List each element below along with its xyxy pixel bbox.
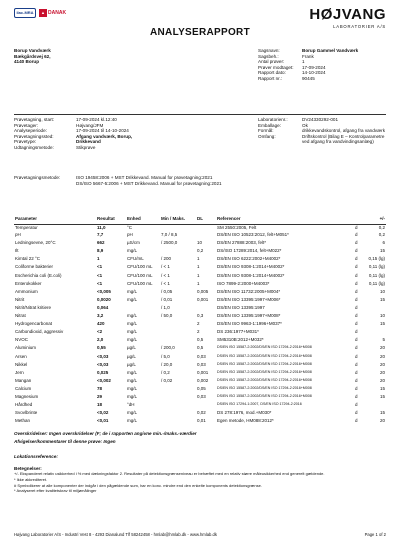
betegnelser-title: Betegnelser:: [14, 465, 42, 471]
table-cell: [126, 305, 160, 313]
table-row: [14, 354, 386, 362]
table-cell: Methan: [15, 418, 31, 424]
betegnelse-item: * Ikke akkrediteret.: [14, 476, 48, 482]
table-cell: 78: [97, 385, 103, 391]
table-cell: <1: [97, 280, 103, 286]
table-row: [14, 305, 386, 313]
betegnelse-item: * Analyseret efter kvalitetskrav til miljømålinger: [14, 488, 97, 494]
table-cell: 20: [379, 418, 385, 424]
table-cell: DS/EN ISO 6222:2002+M4002*: [217, 256, 281, 262]
table-cell: d: [355, 418, 358, 424]
table-cell: [160, 321, 196, 329]
table-row: [14, 256, 386, 264]
table-cell: 0,02: [197, 410, 206, 416]
table-cell: <1: [97, 264, 103, 270]
table-cell: 15: [379, 410, 385, 416]
table-cell: [160, 329, 196, 337]
table-header-row: [14, 216, 386, 224]
table-cell: 0,001: [197, 369, 209, 375]
col-header: Min / Maks.: [160, 216, 196, 224]
table-cell: 0,005: [197, 288, 209, 294]
table-cell: mg/L: [127, 248, 138, 254]
case-meta: [258, 48, 386, 81]
table-cell: 20: [379, 369, 385, 375]
table-cell: µg/L: [127, 361, 136, 367]
table-cell: Escherichia coli (E.coli): [15, 272, 62, 278]
table-cell: d: [355, 313, 358, 319]
table-cell: d: [355, 224, 358, 230]
table-cell: 3,2: [97, 313, 104, 319]
table-cell: Nikkel: [15, 361, 28, 367]
table-cell: Enterokokker: [15, 280, 42, 286]
table-cell: 1: [197, 256, 200, 262]
table-cell: d: [355, 280, 358, 286]
table-cell: Nitrat: [15, 313, 26, 319]
table-cell: [160, 402, 196, 410]
table-cell: 662: [97, 240, 105, 246]
table-cell: 15: [379, 248, 385, 254]
table-cell: µg/L: [127, 345, 136, 351]
table-cell: DS/EN ISO 13395:1997+M008*: [217, 313, 281, 319]
table-cell: d: [355, 353, 358, 359]
table-cell: 1: [97, 256, 100, 262]
table-cell: Hydrogencarbonat: [15, 321, 53, 327]
table-cell: 10: [197, 240, 203, 246]
table-row: [14, 313, 386, 321]
betegnelse-item: # Symbolikerer at alle komponenter der indgår i den pågældende sum, har en konc. mindre end den enkelte komponents detektionsgrænse.: [14, 482, 262, 488]
table-cell: Nitrit: [15, 296, 25, 302]
footer-company: Højvang Laboratorier A/S - Industri Vest 8 - 4293 Dianalund Tlf 58242458 - hmlab@hmlab.dk - www.hmlab.dk: [14, 532, 217, 537]
table-cell: d: [355, 345, 358, 351]
danak-logo: [39, 8, 66, 18]
address-line: Borup Vandværk: [14, 48, 51, 53]
table-cell: 0,05: [197, 385, 206, 391]
table-cell: µg/L: [127, 353, 136, 359]
table-cell: SM5310B:2012+M032*: [217, 337, 264, 343]
table-cell: 1: [197, 272, 200, 278]
table-cell: [160, 248, 196, 256]
table-cell: / < 1: [161, 264, 170, 270]
table-cell: 20: [379, 345, 385, 351]
col-header: +/-: [362, 216, 386, 224]
table-cell: DS/EN ISO 15587-2:2002/DS/EN ISO 17294-2:2016+M008: [217, 377, 312, 382]
table-cell: mg/L: [127, 377, 138, 383]
table-cell: DS/EN ISO 13395:1997: [217, 304, 265, 310]
table-cell: <0,01: [97, 418, 109, 424]
table-row: [14, 297, 386, 305]
table-cell: <2: [97, 329, 103, 335]
table-cell: Magnesium: [15, 393, 39, 399]
table-cell: Ilt: [15, 248, 19, 254]
table-row: [14, 273, 386, 281]
table-cell: 10: [379, 288, 385, 294]
table-cell: 0,025: [97, 369, 109, 375]
table-cell: 20: [379, 353, 385, 359]
table-cell: DS/EN ISO 15587-2:2002/DS/EN ISO 17294-2:2016+M008: [217, 353, 312, 358]
table-cell: DS 278:1976, mod.+M030*: [217, 410, 272, 416]
sample-info-right: Laboratorienr.: DV24330292-001 Emballage: Ok Formål: drikkevandskontrol, afgang fra vandværk Omfang: Driftskontrol (Bilag E – Kontrolparametre ved afgang fra vandvindingsanlæg): [258, 117, 385, 144]
table-cell: d: [355, 296, 358, 302]
table-cell: Aluminium: [15, 345, 37, 351]
table-cell: / 2500,0: [161, 240, 178, 246]
table-cell: d: [355, 256, 358, 262]
table-cell: [196, 402, 216, 410]
table-cell: mg/L: [127, 385, 138, 391]
table-cell: 0,002: [197, 377, 209, 383]
table-cell: 7,7: [97, 232, 104, 238]
col-header: [354, 216, 362, 224]
table-cell: 15: [379, 296, 385, 302]
table-cell: 0,11 (lg): [368, 264, 385, 270]
table-row: [14, 248, 386, 256]
table-cell: d: [355, 377, 358, 383]
table-cell: [160, 418, 196, 426]
table-cell: DS/EN ISO 10523:2012, felt+M051*: [217, 232, 289, 238]
table-cell: 0,2: [378, 232, 385, 238]
table-row: [14, 281, 386, 289]
danak-icon: ▲: [39, 9, 47, 17]
table-cell: Egen metode, HM088:2012*: [217, 418, 274, 424]
table-cell: pH: [127, 232, 133, 238]
table-cell: mg/L: [127, 393, 138, 399]
table-cell: 0,11 (lg): [368, 272, 385, 278]
table-row: [14, 224, 386, 232]
address-line: 4140 Borup: [14, 59, 40, 64]
danak-label: DANAK: [48, 10, 67, 16]
table-cell: [160, 410, 196, 418]
table-cell: [362, 305, 386, 313]
meta-row: Rapport dato: 14-10-2024: [258, 70, 326, 75]
table-cell: d: [355, 264, 358, 270]
table-body: [14, 224, 386, 426]
table-row: [14, 386, 386, 394]
col-header: Referencer: [216, 216, 354, 224]
table-cell: Coliforme bakterier: [15, 264, 54, 270]
table-cell: 15: [379, 393, 385, 399]
table-cell: <0,02: [97, 410, 109, 416]
divider: [14, 114, 386, 115]
customer-address: [14, 48, 51, 65]
table-cell: <0,03: [97, 353, 109, 359]
table-cell: 2: [197, 321, 200, 327]
table-cell: DS/EN ISO 15587-2:2002/DS/EN ISO 17294-2:2016+M008: [217, 369, 312, 374]
location-reference: Lokationsreference:: [14, 454, 58, 459]
table-cell: DS 236:1977+M031*: [217, 329, 259, 335]
table-cell: 7,0 / 8,5: [161, 232, 178, 238]
table-cell: 0,15 (lg): [368, 256, 385, 262]
table-cell: / < 1: [161, 272, 170, 278]
table-cell: 20: [379, 377, 385, 383]
table-cell: DS/EN ISO 15587-2:2002/DS/EN ISO 17294-2:2016+M008: [217, 393, 312, 398]
table-cell: DS/EN ISO 11732:2005+M004*: [217, 288, 281, 294]
table-cell: 0,0020: [97, 296, 111, 302]
table-cell: [160, 394, 196, 402]
table-cell: <1: [97, 272, 103, 278]
table-cell: [196, 305, 216, 313]
brand-logo: [309, 6, 386, 29]
table-cell: d: [355, 410, 358, 416]
meta-row: Prøver modtaget: 17-09-2024: [258, 64, 326, 70]
table-cell: CFU/100 mL: [127, 280, 153, 286]
table-row: [14, 289, 386, 297]
table-cell: CFU/mL: [127, 256, 144, 262]
table-cell: d: [355, 240, 358, 246]
table-cell: [160, 337, 196, 345]
table-cell: DS/ISO 17289:2014, felt+M022*: [217, 248, 282, 254]
table-cell: d: [355, 402, 358, 408]
table-cell: <0,03: [97, 361, 109, 367]
table-cell: mg/L: [127, 313, 138, 319]
table-cell: <0,002: [97, 377, 111, 383]
table-cell: 420: [97, 321, 105, 327]
table-cell: d: [355, 369, 358, 375]
table-cell: DS/EN ISO 15587-2:2002/DS/EN ISO 17294-2:2016+M008: [217, 361, 312, 366]
table-cell: [362, 402, 386, 410]
table-cell: / 5,0: [161, 353, 170, 359]
col-header: DL: [196, 216, 216, 224]
table-cell: 2,0: [97, 337, 104, 343]
table-cell: / 0,01: [161, 296, 173, 302]
table-cell: / 0,05: [161, 288, 173, 294]
meta-row: Sagsbeh.: Frank: [258, 53, 314, 59]
table-cell: pH: [15, 232, 21, 238]
afvigelser-note: Afvigelser/kommentarer til denne prøve: Ingen: [14, 438, 116, 444]
table-cell: [362, 329, 386, 337]
table-cell: mg/L: [127, 410, 138, 416]
notes-section: [14, 431, 386, 495]
table-cell: 0,5: [197, 345, 204, 351]
table-cell: Calcium: [15, 385, 32, 391]
table-cell: NVOC: [15, 337, 29, 343]
table-cell: 15: [379, 385, 385, 391]
ilac-logo: ilac-MRA: [14, 8, 36, 18]
table-cell: Nitrit/Nitrat kritiere: [15, 304, 52, 310]
table-cell: 0,001: [197, 296, 209, 302]
table-cell: 0,03: [197, 393, 206, 399]
table-cell: d: [355, 248, 358, 254]
table-row: [14, 329, 386, 337]
col-header: Resultat: [96, 216, 126, 224]
table-cell: d: [355, 337, 358, 343]
table-cell: 0,3: [197, 313, 204, 319]
table-cell: Jern: [15, 369, 24, 375]
meta-row: Antal prøver: 1: [258, 59, 305, 64]
table-cell: 1: [197, 280, 200, 286]
table-cell: CFU/100 mL: [127, 264, 153, 270]
table-cell: d: [355, 288, 358, 294]
table-row: [14, 240, 386, 248]
table-cell: d: [355, 361, 358, 367]
table-row: [14, 410, 386, 418]
results-table: [14, 216, 386, 426]
table-cell: 2: [197, 329, 200, 335]
brand-subtitle: LABORATORIER A/S: [333, 24, 386, 29]
table-cell: d: [355, 329, 358, 335]
table-cell: Mangan: [15, 377, 32, 383]
table-cell: / < 1: [161, 280, 170, 286]
table-row: [14, 337, 386, 345]
table-cell: 18: [97, 402, 103, 408]
table-cell: / 0,2: [161, 369, 170, 375]
table-row: [14, 402, 386, 410]
table-row: [14, 418, 386, 426]
page-title: ANALYSERAPPORT: [150, 27, 250, 38]
table-cell: / 200,0: [161, 345, 175, 351]
sample-info: Prøvetagning, start: 17-09-2024 kl.12:40 Prøvetager: Højvang/JFM Analyseperiode: 17-09-2024 til 14-10-2024 Prøvetagningssted: Afgang vandværk, Borup, Prøvetype: Drikkevand Udtagningsmetode: Stikprøve: [14, 117, 133, 150]
table-cell: µS/cm: [127, 240, 140, 246]
table-cell: Arsen: [15, 353, 27, 359]
table-cell: d: [355, 304, 358, 310]
table-cell: 11,0: [97, 224, 106, 230]
table-row: [14, 378, 386, 386]
table-cell: 0,2: [378, 224, 385, 230]
brand-name: HØJVANG: [309, 6, 386, 23]
table-cell: 5: [382, 337, 385, 343]
table-cell: °dH: [127, 402, 135, 408]
table-row: [14, 362, 386, 370]
table-cell: 0,03: [197, 353, 206, 359]
table-cell: 20: [379, 361, 385, 367]
table-row: [14, 370, 386, 378]
table-cell: Ammonium: [15, 288, 38, 294]
table-cell: ISO 7899-2:2000+M4003*: [217, 280, 270, 286]
table-cell: 0,03: [197, 361, 206, 367]
table-cell: 1: [197, 264, 200, 270]
table-cell: [196, 232, 216, 240]
table-row: [14, 264, 386, 272]
table-cell: d: [355, 385, 358, 391]
table-cell: mg/L: [127, 369, 138, 375]
table-cell: 0,11 (lg): [368, 280, 385, 286]
table-cell: DS/EN ISO 9308-1:2014+M4002*: [217, 272, 285, 278]
table-cell: 0,5: [197, 337, 204, 343]
table-cell: mg/L: [127, 296, 138, 302]
overskridelser-note: Overskridelser: Ingen overskridelser (F; de i rapporten angivne min.-/maks.-værdier: [14, 431, 197, 436]
table-cell: Svovlbrinte: [15, 410, 38, 416]
table-cell: / 0,02: [161, 377, 173, 383]
table-cell: DS/EN ISO 15587-2:2002/DS/EN ISO 17294-2:2016+M008: [217, 345, 312, 350]
table-cell: / 20,0: [161, 361, 173, 367]
table-row: [14, 232, 386, 240]
table-cell: DS/EN ISO 15587-2:2002/DS/EN ISO 17294-2:2016+M008: [217, 385, 312, 390]
table-cell: mg/L: [127, 288, 138, 294]
sampling-method: Prøvetagningsmetode: ISO 19458:2006 + MST Drikkevand. Manual for prøvetagning:2021 DS/ISO 5667-5:2006 + MST Drikkevand. Manual for prøvetagning:2021: [14, 175, 222, 186]
table-cell: DS/EN ISO 13395:1997+M006*: [217, 296, 281, 302]
table-cell: mg/L: [127, 418, 138, 424]
table-cell: 10: [379, 313, 385, 319]
table-cell: 0,55: [97, 345, 106, 351]
page-footer: [14, 532, 386, 537]
address-line: Bækgårdsvej 62,: [14, 53, 51, 59]
table-cell: / 1,0: [161, 304, 170, 310]
table-cell: CFU/100 mL: [127, 272, 153, 278]
meta-row: Sagsnavn: Borup Gammel Vandværk: [258, 48, 359, 53]
table-row: [14, 394, 386, 402]
col-header: Parameter: [14, 216, 96, 224]
table-cell: mg/L: [127, 329, 138, 335]
table-cell: DS/EN ISO 9963-1:1996+M037*: [217, 321, 282, 327]
table-cell: / 50,0: [161, 313, 173, 319]
table-cell: Ledningsevne, 20°C: [15, 240, 56, 246]
table-cell: DS/EN 27888:2003, felt*: [217, 240, 267, 246]
table-row: [14, 321, 386, 329]
table-cell: d: [355, 393, 358, 399]
meta-row: Rapport nr.: 90445: [258, 75, 315, 81]
table-cell: Kimtal 22 °C: [15, 256, 41, 262]
table-cell: mg/L: [127, 321, 138, 327]
table-cell: [160, 386, 196, 394]
table-cell: SM 2550:2005, Felt: [217, 224, 257, 230]
table-cell: 8,9: [97, 248, 104, 254]
table-cell: / 200: [161, 256, 172, 262]
table-cell: [196, 224, 216, 232]
table-cell: DS/EN ISO 9308-1:2014+M4002*: [217, 264, 285, 270]
table-cell: 0,01: [197, 418, 206, 424]
table-cell: Hårdhed: [15, 402, 33, 408]
col-header: Enhed: [126, 216, 160, 224]
table-cell: °C: [127, 224, 133, 230]
table-cell: <0,005: [97, 288, 111, 294]
table-cell: 0,2: [197, 248, 204, 254]
table-cell: d: [355, 232, 358, 238]
table-cell: 15: [379, 321, 385, 327]
table-cell: d: [355, 321, 358, 327]
betegnelse-item: +/- Ekspanderet relativ usikkerhed i % med dækningsfaktor 2. Resultater på detektionsgrænseniveau er behæftet med en relativ større måleusikkerhed end generelt gældende.: [14, 471, 325, 476]
table-cell: Temperatur: [15, 224, 38, 230]
table-cell: 0,064: [97, 304, 109, 310]
accreditation-logos: [14, 8, 66, 18]
table-cell: [160, 224, 196, 232]
footer-page-number: Page 1 of 2: [364, 532, 386, 537]
table-cell: 29: [97, 393, 103, 399]
table-cell: Carbondioxid, aggressiv: [15, 329, 64, 335]
table-cell: DS/EN ISO 17294-1:2007, DS/EN ISO 17294-2:2016: [217, 402, 302, 407]
table-cell: 6: [382, 240, 385, 246]
table-row: [14, 345, 386, 353]
table-cell: mg/L: [127, 337, 138, 343]
table-cell: d: [355, 272, 358, 278]
